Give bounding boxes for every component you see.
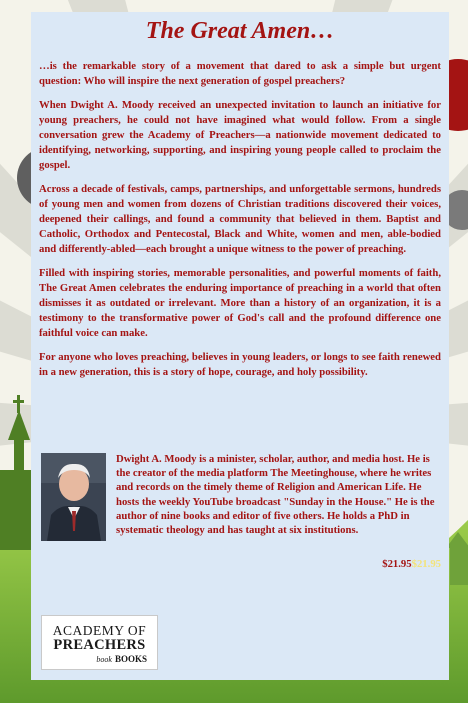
logo-line-books — [96, 654, 147, 664]
price-label: $21.95 — [382, 558, 412, 570]
description-paragraph: For anyone who loves preaching, believes in young leaders, or longs to see faith renewed in a new generation, this is a story of hope, courage, and holy possibility. — [39, 351, 441, 378]
description — [39, 59, 441, 389]
description-paragraph: …is the remarkable story of a movement that dared to ask a simple but urgent question: Who will inspire the next generation of gospel preachers? — [39, 60, 441, 87]
logo-line-academy: ACADEMY OF — [52, 623, 147, 638]
back-cover-panel — [31, 12, 449, 680]
author-section — [41, 453, 443, 558]
price-area — [382, 558, 441, 570]
logo-script-word: book — [96, 655, 112, 664]
logo-line-preachers: PREACHERS — [53, 637, 146, 653]
author-bio: Dwight A. Moody is a minister, scholar, author, and media host. He is the creator of the media platform The Meetinghouse, where he writes and records on the timely theme of Religion and American Life. He hosts the weekly YouTube broadcast "Sunday in the House." He is the author of nine books and editor of five others. He holds a PhD in systematic theology and has taught at six institutions. — [116, 453, 435, 537]
description-paragraph: Across a decade of festivals, camps, partnerships, and unforgettable sermons, hundreds of young men and women from dozens of Christian traditions discovered their voices, deepened their callings, and found a community that believed in them. Baptist and Catholic, Orthodox and Pentecostal, Black and White, women and men, able-bodied and differently-abled—each brought a unique witness to the power of preaching. — [39, 183, 441, 255]
description-paragraph: When Dwight A. Moody received an unexpected invitation to launch an initiative for young preachers, he could not have imagined what would follow. From a single conversation grew the Academy of Preachers—a nationwide movement dedicated to identifying, networking, supporting, and inspiring young people called to proclaim the gospel. — [39, 99, 441, 171]
publisher-logo — [41, 615, 158, 670]
description-paragraph: Filled with inspiring stories, memorable personalities, and powerful moments of faith, The Great Amen celebrates the enduring importance of preaching in a world that often dismisses it as outdated or irrelevant. More than a history of an organization, it is a testimony to the transformative power of God's call and the profound difference one faithful voice can make. — [39, 267, 441, 339]
logo-books-word: BOOKS — [114, 654, 147, 664]
book-title: The Great Amen… — [145, 18, 335, 44]
author-photo — [41, 453, 106, 541]
price-ghost-label: $21.95 — [411, 558, 441, 570]
